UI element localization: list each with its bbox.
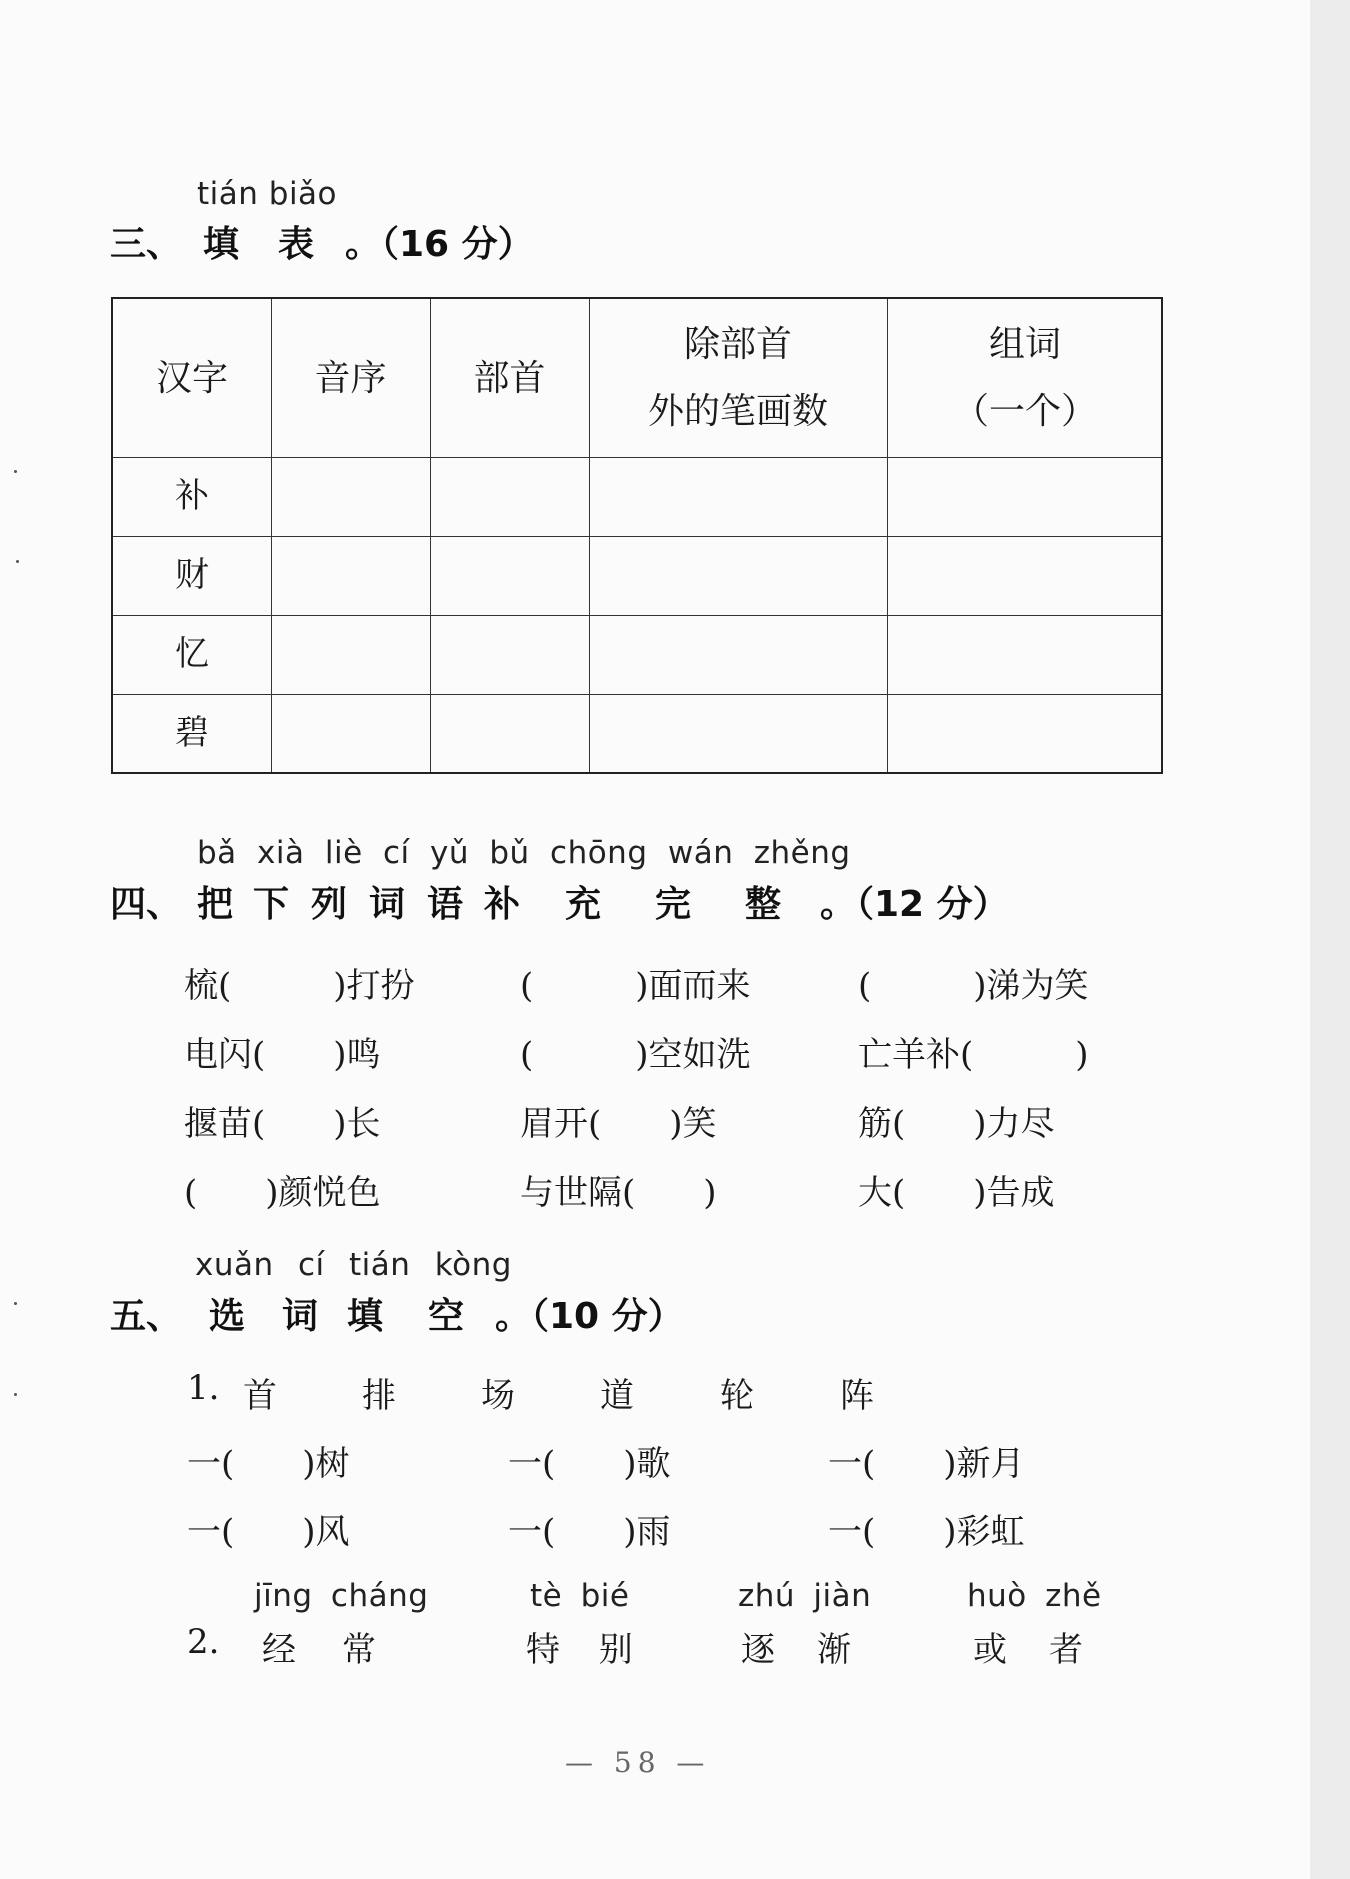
margin-speck (14, 1393, 17, 1396)
measure-word: 场 (481, 1376, 515, 1416)
section5-title-char: 词 (282, 1296, 319, 1337)
section3-title-char: 填 (203, 224, 240, 265)
choice-word: 逐 渐 (741, 1630, 855, 1670)
idiom-item: ( )涕为笑 (858, 966, 1089, 1006)
section4-title-char: 词 (369, 884, 406, 925)
measure-word: 阵 (840, 1376, 874, 1416)
row-character: 碧 (175, 713, 209, 753)
margin-speck (14, 1302, 17, 1305)
header-strokes-line1: 除部首 (683, 324, 792, 365)
section4-title-char: 列 (311, 884, 348, 925)
measure-word: 道 (600, 1376, 634, 1416)
word-pinyin: jīng cháng (254, 1578, 429, 1614)
section3-title-char: 表 (278, 224, 315, 265)
choice-word: 特 别 (526, 1630, 647, 1670)
margin-speck (16, 560, 19, 563)
page-number: — 58 — (565, 1746, 711, 1779)
header-hanzi: 汉字 (155, 358, 228, 399)
measure-blank: 一( )雨 (508, 1512, 671, 1552)
measure-blank: 一( )歌 (508, 1444, 671, 1484)
section5-title-char: 填 (347, 1296, 384, 1337)
measure-word: 首 (243, 1376, 277, 1416)
header-strokes-line2: 外的笔画数 (647, 391, 828, 432)
table-divider (113, 536, 1161, 537)
margin-speck (14, 470, 17, 473)
section4-title-char: 整 (745, 884, 782, 925)
idiom-item: 筋( )力尽 (858, 1104, 1055, 1144)
choice-word: 经 常 (262, 1630, 382, 1670)
section4-number: 四、 (110, 884, 183, 925)
idiom-item: 亡羊补( ) (858, 1035, 1089, 1075)
choice-word: 或 者 (973, 1630, 1087, 1670)
section5-pinyin: xuǎn cí tián kòng (195, 1247, 512, 1283)
measure-blank: 一( )树 (187, 1444, 350, 1484)
section3-score: 。（16 分） (345, 224, 534, 265)
header-yinxu: 音序 (314, 358, 387, 399)
row-character: 财 (175, 555, 209, 595)
header-zuci-line1: 组词 (988, 324, 1061, 365)
idiom-item: 眉开( )笑 (520, 1104, 717, 1144)
section4-title-char: 语 (427, 884, 464, 925)
row-character: 忆 (175, 634, 209, 674)
fill-in-table (111, 297, 1163, 774)
idiom-item: 电闪( )鸣 (184, 1035, 381, 1075)
section4-pinyin: bǎ xià liè cí yǔ bǔ chōng wán zhěng (197, 835, 851, 871)
measure-word: 排 (362, 1376, 396, 1416)
measure-blank: 一( )新月 (828, 1444, 1025, 1484)
section3-number: 三、 (110, 224, 183, 265)
section4-title-char: 充 (565, 884, 602, 925)
table-divider (113, 457, 1161, 458)
measure-blank: 一( )风 (187, 1512, 350, 1552)
section5-title-char: 空 (428, 1296, 465, 1337)
section5-score: 。（10 分） (495, 1296, 684, 1337)
idiom-item: ( )空如洗 (520, 1035, 751, 1075)
section4-title-char: 把 (197, 884, 234, 925)
row-character: 补 (175, 476, 209, 516)
header-zuci-line2: （一个） (952, 391, 1097, 432)
measure-word: 轮 (720, 1376, 754, 1416)
section4-title-char: 下 (253, 884, 290, 925)
word-pinyin: tè bié (530, 1578, 630, 1614)
section5-number: 五、 (110, 1296, 183, 1337)
header-bushou: 部首 (473, 358, 546, 399)
section4-title-char: 补 (484, 884, 521, 925)
section3-pinyin: tián biǎo (197, 176, 338, 212)
idiom-item: ( )面而来 (520, 966, 751, 1006)
q2-label: 2. (187, 1622, 220, 1662)
q1-label: 1. (187, 1368, 220, 1408)
measure-blank: 一( )彩虹 (828, 1512, 1025, 1552)
table-divider (113, 615, 1161, 616)
idiom-item: 梳( )打扮 (184, 966, 415, 1006)
idiom-item: 揠苗( )长 (184, 1104, 381, 1144)
idiom-item: 与世隔( ) (520, 1173, 717, 1213)
word-pinyin: huò zhě (967, 1578, 1102, 1614)
section4-title-char: 完 (655, 884, 692, 925)
idiom-item: ( )颜悦色 (184, 1173, 381, 1213)
word-pinyin: zhú jiàn (738, 1578, 872, 1614)
table-divider (113, 694, 1161, 695)
idiom-item: 大( )告成 (858, 1173, 1055, 1213)
section4-score: 。（12 分） (820, 884, 1009, 925)
section5-title-char: 选 (209, 1296, 246, 1337)
